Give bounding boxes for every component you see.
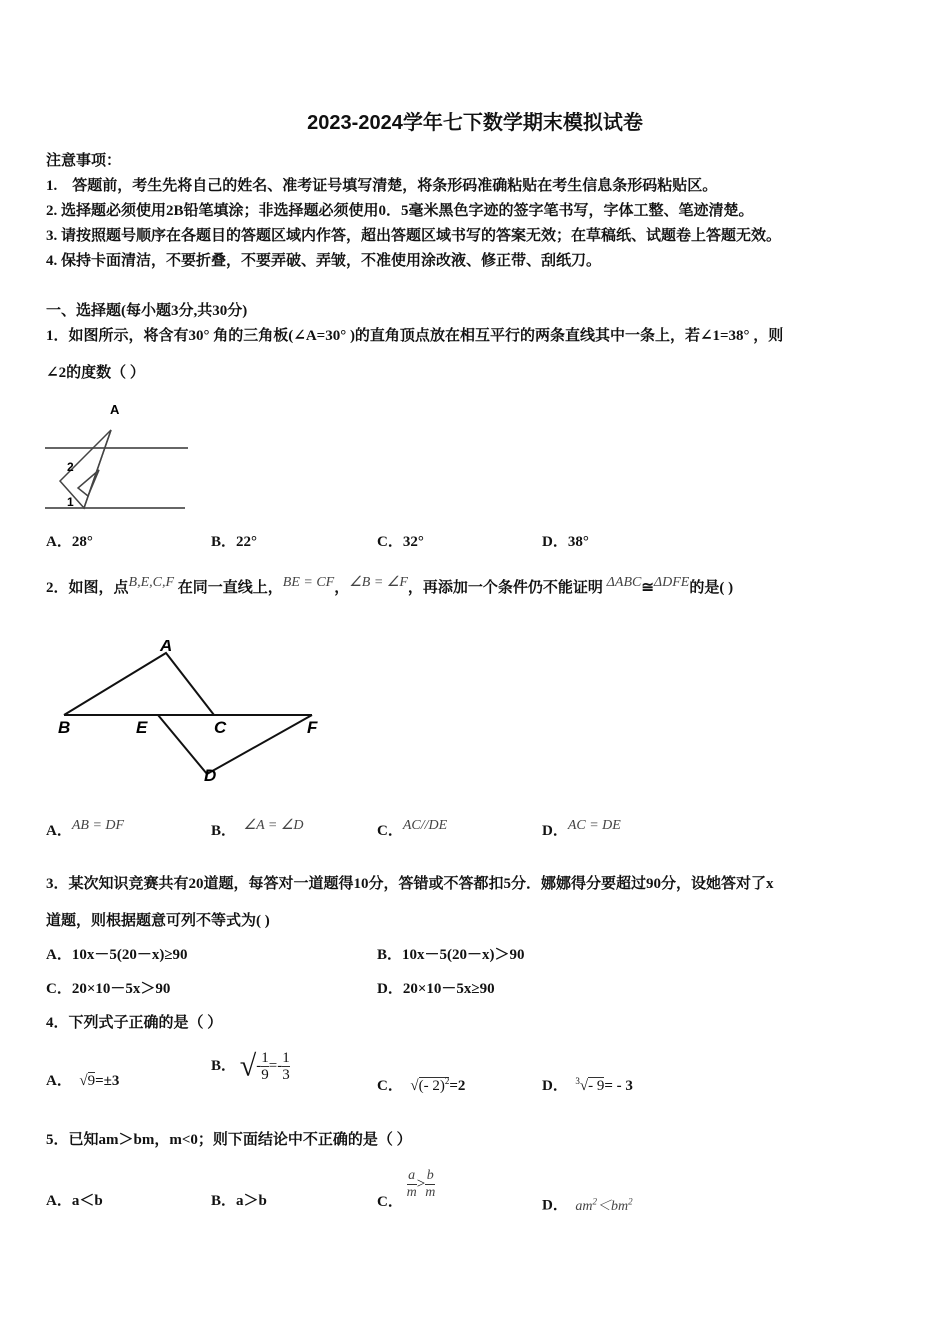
radicand <box>419 1077 450 1094</box>
fraction <box>261 1050 269 1083</box>
cbrt-expr: $^3$√- 9 <box>575 1076 605 1094</box>
option-label: C． <box>377 823 403 839</box>
option-expr: a＞b <box>236 1193 267 1209</box>
q2-text: 2．如图，点 <box>46 580 129 596</box>
q5-option-b[interactable] <box>211 1192 267 1210</box>
section-heading: 一、选择题(每小题3分,共30分) <box>46 303 248 319</box>
q3-stem: 3．某次知识竞赛共有20道题，每答对一道题得10分，答错或不答都扣5分．娜娜得分要超过90分，设她答对了x <box>46 876 774 892</box>
q2-option-a[interactable] <box>46 818 125 841</box>
sqrt-expr: √9 <box>79 1073 96 1089</box>
notes-heading: 注意事项： <box>46 153 122 169</box>
q1-stem: 1．如图所示，将含有30° 角的三角板(∠A=30° )的直角顶点放在相互平行的两条直线其中一条上，若∠1=38° ，则 <box>46 328 784 344</box>
option-label: A． <box>46 1073 72 1089</box>
exponent: 2 <box>444 1076 450 1086</box>
q5-stem: 5．已知am＞bm，m<0；则下面结论中不正确的是（ ） <box>46 1132 412 1148</box>
option-expr: AC = DE <box>567 818 621 833</box>
option-expr: AC//DE <box>402 818 448 833</box>
q1-figure <box>40 398 200 518</box>
note-item: 4. 保持卡面清洁，不要折叠，不要弄破、弄皱，不准使用涂改液、修正带、刮纸刀。 <box>46 253 602 269</box>
q5-option-d[interactable] <box>542 1192 633 1216</box>
term: am <box>575 1198 593 1214</box>
q2-text: 在同一直线上， <box>177 580 283 596</box>
q5-option-a[interactable] <box>46 1192 103 1210</box>
denominator: 3 <box>282 1067 290 1083</box>
note-item: 3. 请按照题号顺序在各题目的答题区域内作答，超出答题区域书写的答案无效；在草稿纸、试题卷上答题无效。 <box>46 228 782 244</box>
exponent: 2 <box>592 1196 597 1206</box>
fig-label-c: C <box>214 718 227 737</box>
denominator: m <box>425 1185 436 1200</box>
fig-label-d: D <box>204 766 217 785</box>
numerator: b <box>426 1168 434 1183</box>
q4-option-c[interactable] <box>377 1072 465 1095</box>
q2-option-c[interactable] <box>377 818 448 841</box>
fig-label-a: A <box>160 640 173 655</box>
q2-math: ∠B = ∠F <box>349 575 408 590</box>
root-index: 3 <box>575 1076 580 1086</box>
q2-math: ΔDFE <box>653 575 690 590</box>
option-rest: = - 3 <box>604 1078 633 1094</box>
sqrt-expr: √(- 2)$^2$ <box>410 1076 450 1094</box>
numerator: 1 <box>282 1050 290 1066</box>
q4-option-d[interactable] <box>542 1072 633 1095</box>
denominator: 9 <box>261 1067 269 1083</box>
option-label: B． <box>211 1193 237 1209</box>
note-item: 1. 答题前，考生先将自己的姓名、准考证号填写清楚，将条形码准确粘贴在考生信息条形码粘贴区。 <box>46 178 718 194</box>
option-label: D． <box>542 1197 568 1214</box>
q5-option-c[interactable] <box>377 1168 435 1212</box>
q4-option-b[interactable]: B． √- $\frac{1}{9}$ =- $\frac{1}{3}$ <box>211 1049 290 1083</box>
q1-option-d[interactable]: D．38° <box>542 534 589 550</box>
denominator: m <box>406 1185 417 1200</box>
option-expr: AB = DF <box>71 818 125 833</box>
q2-math: BE = CF <box>282 575 335 590</box>
fig-label-2: 2 <box>67 460 74 474</box>
q3-option-b[interactable]: B．10x－5(20－x)＞90 <box>377 947 525 963</box>
q3-stem-cont: 道题，则根据题意可列不等式为( ) <box>46 913 270 929</box>
q1-stem-cont: ∠2的度数（ ） <box>46 365 145 381</box>
q2-text: ，再添加一个条件仍不能证明 <box>407 580 603 596</box>
base: (- 2) <box>418 1078 445 1094</box>
q2-text: ≅ <box>641 580 654 596</box>
minus: - <box>256 1057 262 1074</box>
equals: =- <box>268 1057 283 1074</box>
q2-math: ΔABC <box>606 575 642 590</box>
term: ＜bm <box>596 1198 629 1214</box>
q3-option-d[interactable]: D．20×10－5x≥90 <box>377 981 495 997</box>
option-label: B． <box>211 1057 237 1074</box>
numerator: a <box>408 1168 416 1183</box>
option-label: A． <box>46 823 72 839</box>
option-rest: =±3 <box>95 1073 120 1089</box>
q4-option-a[interactable] <box>46 1072 119 1090</box>
page-title: 2023-2024学年七下数学期末模拟试卷 <box>307 112 643 134</box>
q2-option-b[interactable] <box>211 818 304 841</box>
q2-math: B,E,C,F <box>128 575 175 590</box>
fraction <box>282 1050 290 1083</box>
q4-stem: 4．下列式子正确的是（ ） <box>46 1015 223 1031</box>
radicand: 9 <box>87 1073 96 1089</box>
operator: > <box>416 1175 426 1192</box>
option-label: D． <box>542 1078 568 1094</box>
q1-option-b[interactable]: B．22° <box>211 534 258 550</box>
fraction <box>425 1168 435 1201</box>
q2-stem <box>46 575 734 598</box>
option-expr: ∠A = ∠D <box>243 818 304 833</box>
numerator: 1 <box>261 1050 269 1066</box>
option-label: C． <box>377 1078 403 1094</box>
fig-label-f: F <box>307 718 318 737</box>
radicand: - 9 <box>588 1078 605 1094</box>
option-label: C． <box>377 1193 403 1210</box>
q3-option-a[interactable]: A．10x－5(20－x)≥90 <box>46 947 188 963</box>
q1-option-a[interactable]: A．28° <box>46 534 93 550</box>
note-item: 2. 选择题必须使用2B铅笔填涂；非选择题必须使用0．5毫米黑色字迹的签字笔书写，字体工整、笔迹清楚。 <box>46 203 754 219</box>
option-label: A． <box>46 1193 72 1209</box>
q2-option-d[interactable] <box>542 818 621 841</box>
q1-option-c[interactable]: C．32° <box>377 534 424 550</box>
q2-text: ， <box>334 580 350 596</box>
q3-option-c[interactable]: C．20×10－5x＞90 <box>46 981 171 997</box>
fig-label-1: 1 <box>67 495 74 509</box>
fraction <box>407 1168 417 1201</box>
q2-figure <box>50 640 340 790</box>
option-label: D． <box>542 823 568 839</box>
option-label: B． <box>211 823 237 839</box>
fig-label-e: E <box>136 718 148 737</box>
q2-text: 的是( ) <box>689 580 734 596</box>
option-expr <box>575 1196 633 1214</box>
exponent: 2 <box>628 1196 633 1206</box>
fig-label-b: B <box>58 718 71 737</box>
option-rest: =2 <box>449 1078 466 1094</box>
fig-label-a: A <box>110 402 120 417</box>
option-expr: a＜b <box>71 1193 103 1209</box>
